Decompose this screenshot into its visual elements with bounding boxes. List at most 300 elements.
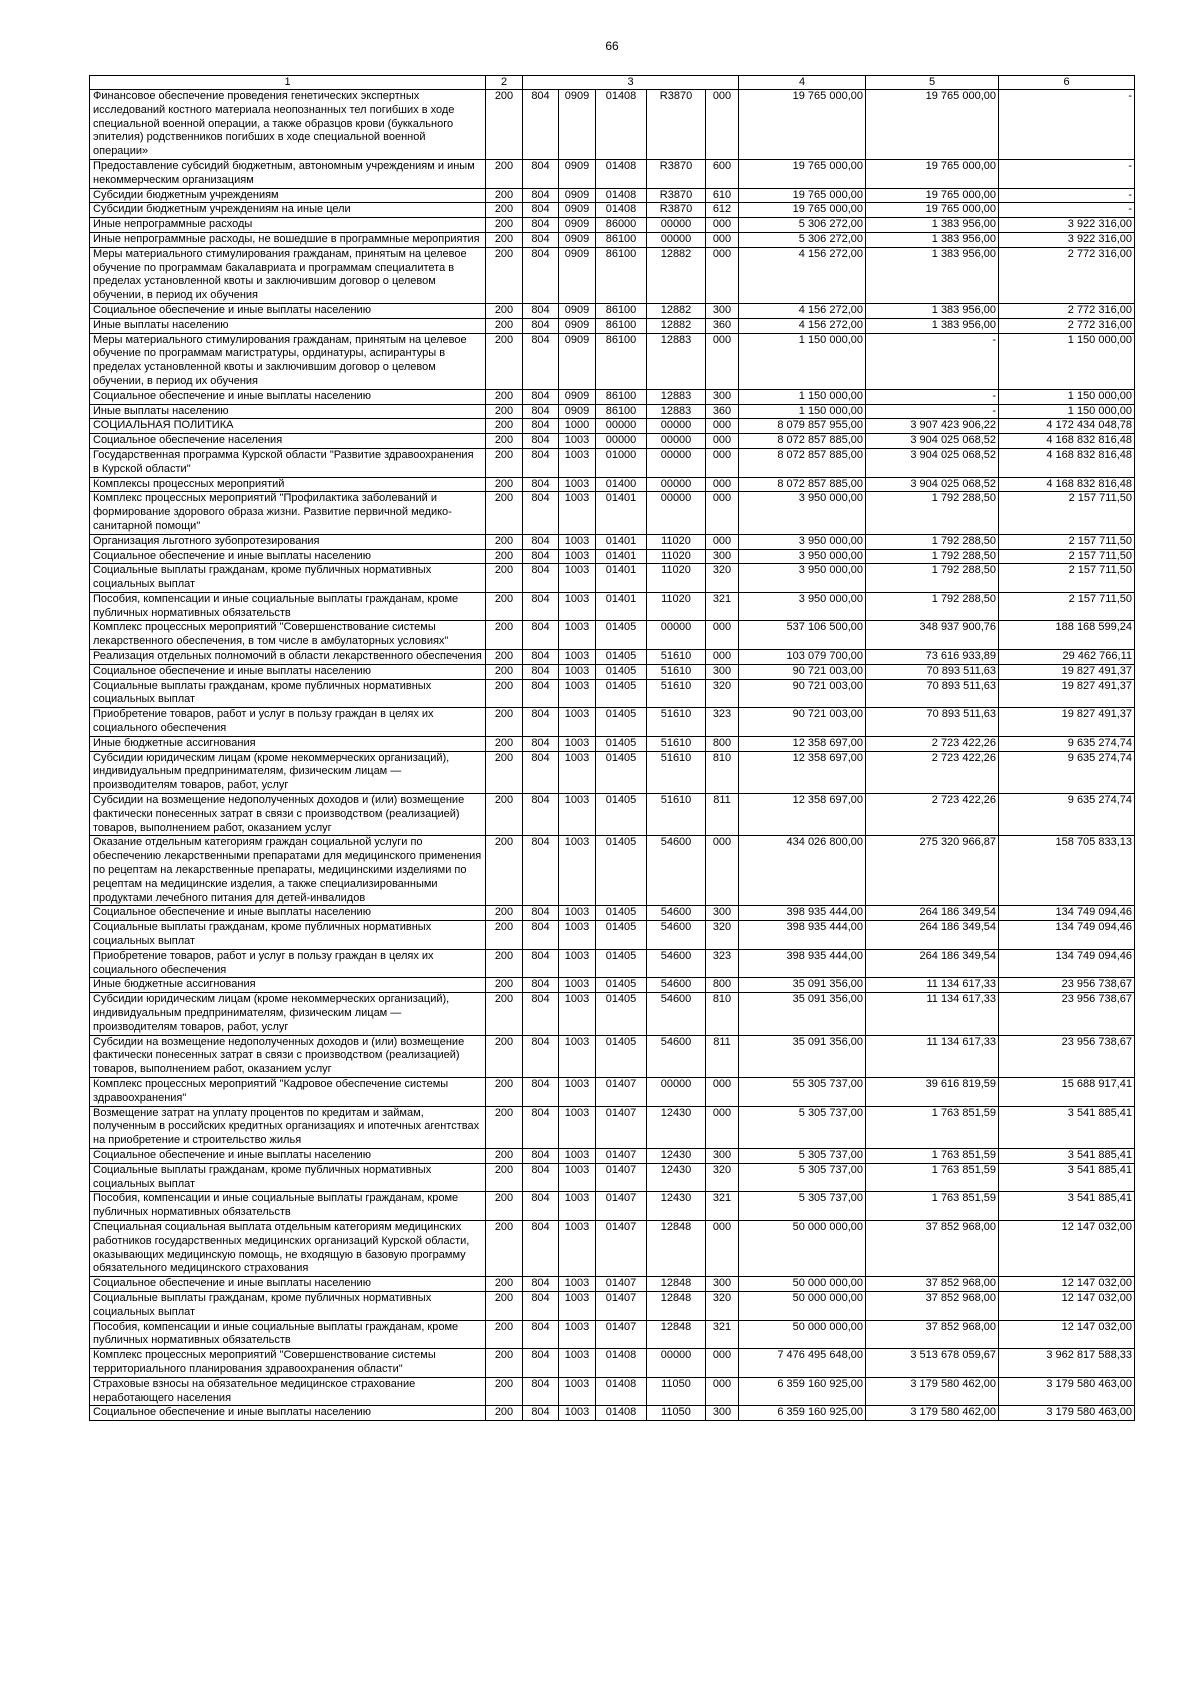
grbs-code: 200 [486, 247, 523, 303]
ministry-code: 804 [523, 434, 559, 449]
amount-total: 90 721 003,00 [739, 679, 866, 708]
amount-total: 19 765 000,00 [739, 90, 866, 160]
ministry-code: 804 [523, 203, 559, 218]
program-code: 01405 [596, 794, 647, 836]
amount-total: 12 358 697,00 [739, 794, 866, 836]
section-code: 1003 [559, 592, 596, 621]
row-name: Иные непрограммные расходы [90, 218, 486, 233]
amount-executed: 73 616 933,89 [866, 650, 999, 665]
ministry-code: 804 [523, 921, 559, 950]
grbs-code: 200 [486, 751, 523, 793]
amount-remaining: 3 541 885,41 [999, 1106, 1135, 1148]
amount-total: 8 072 857 885,00 [739, 477, 866, 492]
row-name: Комплекс процессных мероприятий "Совершенствование системы лекарственного обеспечения, в том числе в амбулаторных условиях" [90, 621, 486, 650]
program-code: 01407 [596, 1291, 647, 1320]
table-row [90, 1148, 1135, 1163]
row-name: Возмещение затрат на уплату процентов по кредитам и займам, полученным в российских кредитных организациях и ипотечных агентствах на приобретение и строительство жилья [90, 1106, 486, 1148]
table-row [90, 1377, 1135, 1406]
expense-type-code: 320 [706, 564, 739, 593]
section-code: 1003 [559, 736, 596, 751]
amount-executed: 2 723 422,26 [866, 751, 999, 793]
ministry-code: 804 [523, 90, 559, 160]
table-row [90, 736, 1135, 751]
ministry-code: 804 [523, 448, 559, 477]
target-code: 12883 [647, 333, 706, 389]
amount-total: 3 950 000,00 [739, 534, 866, 549]
section-code: 1003 [559, 1291, 596, 1320]
target-code: 00000 [647, 218, 706, 233]
program-code: 01405 [596, 708, 647, 737]
amount-total: 3 950 000,00 [739, 564, 866, 593]
row-name: Иные бюджетные ассигнования [90, 736, 486, 751]
amount-remaining: 3 179 580 463,00 [999, 1406, 1135, 1421]
ministry-code: 804 [523, 404, 559, 419]
amount-total: 398 935 444,00 [739, 921, 866, 950]
amount-executed: 19 765 000,00 [866, 159, 999, 188]
row-name: Организация льготного зубопротезирования [90, 534, 486, 549]
target-code: 54600 [647, 1035, 706, 1077]
program-code: 86100 [596, 318, 647, 333]
target-code: 51610 [647, 679, 706, 708]
ministry-code: 804 [523, 1291, 559, 1320]
amount-remaining: 2 772 316,00 [999, 318, 1135, 333]
section-code: 1003 [559, 1320, 596, 1349]
amount-remaining: 3 962 817 588,33 [999, 1349, 1135, 1378]
ministry-code: 804 [523, 318, 559, 333]
program-code: 86100 [596, 232, 647, 247]
amount-executed: 2 723 422,26 [866, 736, 999, 751]
grbs-code: 200 [486, 303, 523, 318]
section-code: 1000 [559, 419, 596, 434]
target-code: 54600 [647, 949, 706, 978]
amount-remaining: 9 635 274,74 [999, 794, 1135, 836]
amount-remaining: - [999, 203, 1135, 218]
program-code: 01405 [596, 921, 647, 950]
program-code: 01408 [596, 1349, 647, 1378]
expense-type-code: 300 [706, 303, 739, 318]
amount-total: 103 079 700,00 [739, 650, 866, 665]
table-row [90, 592, 1135, 621]
table-row [90, 1277, 1135, 1292]
expense-type-code: 610 [706, 188, 739, 203]
ministry-code: 804 [523, 949, 559, 978]
target-code: 12882 [647, 247, 706, 303]
amount-remaining: 3 541 885,41 [999, 1163, 1135, 1192]
amount-remaining: - [999, 159, 1135, 188]
amount-remaining: 4 168 832 816,48 [999, 477, 1135, 492]
table-row [90, 492, 1135, 534]
target-code: 11020 [647, 534, 706, 549]
row-name: Социальные выплаты гражданам, кроме публичных нормативных социальных выплат [90, 1291, 486, 1320]
program-code: 01407 [596, 1220, 647, 1276]
section-code: 0909 [559, 159, 596, 188]
amount-total: 3 950 000,00 [739, 549, 866, 564]
ministry-code: 804 [523, 1192, 559, 1221]
amount-total: 8 072 857 885,00 [739, 434, 866, 449]
table-row [90, 389, 1135, 404]
table-row [90, 404, 1135, 419]
amount-total: 50 000 000,00 [739, 1291, 866, 1320]
program-code: 01405 [596, 993, 647, 1035]
section-code: 0909 [559, 303, 596, 318]
target-code: 11050 [647, 1377, 706, 1406]
grbs-code: 200 [486, 1406, 523, 1421]
grbs-code: 200 [486, 1220, 523, 1276]
program-code: 01407 [596, 1148, 647, 1163]
amount-executed: 2 723 422,26 [866, 794, 999, 836]
ministry-code: 804 [523, 836, 559, 906]
program-code: 01400 [596, 477, 647, 492]
amount-total: 8 079 857 955,00 [739, 419, 866, 434]
expense-type-code: 600 [706, 159, 739, 188]
row-name: Пособия, компенсации и иные социальные выплаты гражданам, кроме публичных нормативных обязательств [90, 1192, 486, 1221]
amount-remaining: 19 827 491,37 [999, 679, 1135, 708]
amount-executed: 3 907 423 906,22 [866, 419, 999, 434]
program-code: 00000 [596, 419, 647, 434]
table-row [90, 664, 1135, 679]
table-row [90, 477, 1135, 492]
amount-remaining: 19 827 491,37 [999, 664, 1135, 679]
amount-executed: 264 186 349,54 [866, 921, 999, 950]
target-code: 00000 [647, 434, 706, 449]
target-code: 12848 [647, 1277, 706, 1292]
grbs-code: 200 [486, 218, 523, 233]
amount-remaining: 1 150 000,00 [999, 333, 1135, 389]
section-code: 0909 [559, 404, 596, 419]
target-code: 51610 [647, 664, 706, 679]
amount-total: 50 000 000,00 [739, 1220, 866, 1276]
row-name: Социальное обеспечение населения [90, 434, 486, 449]
budget-table [89, 75, 1135, 1421]
expense-type-code: 000 [706, 232, 739, 247]
grbs-code: 200 [486, 664, 523, 679]
ministry-code: 804 [523, 188, 559, 203]
amount-total: 50 000 000,00 [739, 1277, 866, 1292]
row-name: Пособия, компенсации и иные социальные выплаты гражданам, кроме публичных нормативных обязательств [90, 1320, 486, 1349]
expense-type-code: 000 [706, 333, 739, 389]
table-row [90, 448, 1135, 477]
section-code: 0909 [559, 188, 596, 203]
table-row [90, 564, 1135, 593]
grbs-code: 200 [486, 1377, 523, 1406]
program-code: 86100 [596, 389, 647, 404]
amount-executed: 275 320 966,87 [866, 836, 999, 906]
target-code: 11050 [647, 1406, 706, 1421]
row-name: Социальное обеспечение и иные выплаты населению [90, 1148, 486, 1163]
expense-type-code: 323 [706, 949, 739, 978]
ministry-code: 804 [523, 419, 559, 434]
section-code: 1003 [559, 664, 596, 679]
expense-type-code: 000 [706, 247, 739, 303]
amount-total: 398 935 444,00 [739, 949, 866, 978]
amount-total: 3 950 000,00 [739, 592, 866, 621]
row-name: Иные бюджетные ассигнования [90, 978, 486, 993]
row-name: Социальное обеспечение и иные выплаты населению [90, 549, 486, 564]
table-row [90, 708, 1135, 737]
program-code: 01405 [596, 836, 647, 906]
row-name: Социальное обеспечение и иные выплаты населению [90, 303, 486, 318]
row-name: Оказание отдельным категориям граждан социальной услуги по обеспечению лекарственными препаратами для медицинского применения по рецептам на лекарственные препараты, медицинскими изделиями по рецептам на медицинские изделия, а также специализированными продуктами лечебного питания для детей-инвалидов [90, 836, 486, 906]
target-code: 00000 [647, 1349, 706, 1378]
section-code: 1003 [559, 434, 596, 449]
row-name: Предоставление субсидий бюджетным, автономным учреждениям и иным некоммерческим организациям [90, 159, 486, 188]
row-name: Субсидии юридическим лицам (кроме некоммерческих организаций), индивидуальным предпринимателям, физическим лицам — производителям товаров, работ, услуг [90, 993, 486, 1035]
amount-executed: 11 134 617,33 [866, 1035, 999, 1077]
expense-type-code: 320 [706, 1291, 739, 1320]
target-code: 11020 [647, 549, 706, 564]
target-code: 54600 [647, 836, 706, 906]
amount-total: 5 305 737,00 [739, 1148, 866, 1163]
ministry-code: 804 [523, 218, 559, 233]
program-code: 01401 [596, 534, 647, 549]
table-row [90, 1349, 1135, 1378]
ministry-code: 804 [523, 650, 559, 665]
target-code: 12430 [647, 1163, 706, 1192]
ministry-code: 804 [523, 1077, 559, 1106]
program-code: 01401 [596, 549, 647, 564]
grbs-code: 200 [486, 836, 523, 906]
ministry-code: 804 [523, 664, 559, 679]
target-code: 00000 [647, 232, 706, 247]
grbs-code: 200 [486, 549, 523, 564]
table-row [90, 218, 1135, 233]
amount-total: 7 476 495 648,00 [739, 1349, 866, 1378]
expense-type-code: 300 [706, 1277, 739, 1292]
expense-type-code: 000 [706, 419, 739, 434]
row-name: Пособия, компенсации и иные социальные выплаты гражданам, кроме публичных нормативных обязательств [90, 592, 486, 621]
grbs-code: 200 [486, 404, 523, 419]
target-code: 54600 [647, 921, 706, 950]
amount-executed: 3 904 025 068,52 [866, 448, 999, 477]
amount-total: 5 305 737,00 [739, 1106, 866, 1148]
table-row [90, 333, 1135, 389]
expense-type-code: 800 [706, 736, 739, 751]
expense-type-code: 320 [706, 1163, 739, 1192]
target-code: R3870 [647, 90, 706, 160]
program-code: 01407 [596, 1320, 647, 1349]
amount-remaining: 2 157 711,50 [999, 592, 1135, 621]
grbs-code: 200 [486, 564, 523, 593]
amount-total: 90 721 003,00 [739, 664, 866, 679]
ministry-code: 804 [523, 534, 559, 549]
row-name: Субсидии на возмещение недополученных доходов и (или) возмещение фактически понесенных затрат в связи с производством (реализацией) товаров, выполнением работ, оказанием услуг [90, 794, 486, 836]
program-code: 01401 [596, 564, 647, 593]
amount-executed: 70 893 511,63 [866, 664, 999, 679]
amount-executed: 1 792 288,50 [866, 564, 999, 593]
grbs-code: 200 [486, 232, 523, 247]
expense-type-code: 300 [706, 664, 739, 679]
expense-type-code: 000 [706, 1220, 739, 1276]
grbs-code: 200 [486, 534, 523, 549]
amount-total: 1 150 000,00 [739, 404, 866, 419]
expense-type-code: 300 [706, 549, 739, 564]
section-code: 1003 [559, 978, 596, 993]
amount-total: 19 765 000,00 [739, 188, 866, 203]
table-row [90, 993, 1135, 1035]
row-name: Иные непрограммные расходы, не вошедшие в программные мероприятия [90, 232, 486, 247]
row-name: Иные выплаты населению [90, 318, 486, 333]
amount-remaining: 23 956 738,67 [999, 978, 1135, 993]
target-code: 12430 [647, 1148, 706, 1163]
table-row [90, 318, 1135, 333]
section-code: 1003 [559, 1192, 596, 1221]
expense-type-code: 000 [706, 1077, 739, 1106]
program-code: 86000 [596, 218, 647, 233]
amount-executed: 3 179 580 462,00 [866, 1377, 999, 1406]
ministry-code: 804 [523, 978, 559, 993]
program-code: 01407 [596, 1077, 647, 1106]
table-row [90, 90, 1135, 160]
ministry-code: 804 [523, 1035, 559, 1077]
amount-executed: 1 763 851,59 [866, 1163, 999, 1192]
grbs-code: 200 [486, 993, 523, 1035]
section-code: 1003 [559, 794, 596, 836]
amount-total: 35 091 356,00 [739, 978, 866, 993]
table-row [90, 534, 1135, 549]
target-code: 51610 [647, 794, 706, 836]
row-name: Комплекс процессных мероприятий "Совершенствование системы территориального планирования здравоохранения области" [90, 1349, 486, 1378]
target-code: 00000 [647, 492, 706, 534]
grbs-code: 200 [486, 159, 523, 188]
row-name: Комплекс процессных мероприятий "Кадровое обеспечение системы здравоохранения" [90, 1077, 486, 1106]
section-code: 1003 [559, 492, 596, 534]
target-code: 51610 [647, 751, 706, 793]
target-code: 12848 [647, 1320, 706, 1349]
table-row [90, 232, 1135, 247]
grbs-code: 200 [486, 794, 523, 836]
target-code: 12882 [647, 318, 706, 333]
section-code: 0909 [559, 203, 596, 218]
table-row [90, 1035, 1135, 1077]
target-code: R3870 [647, 159, 706, 188]
target-code: 00000 [647, 477, 706, 492]
program-code: 01405 [596, 978, 647, 993]
target-code: 12848 [647, 1220, 706, 1276]
expense-type-code: 000 [706, 434, 739, 449]
amount-total: 90 721 003,00 [739, 708, 866, 737]
expense-type-code: 000 [706, 650, 739, 665]
amount-total: 5 306 272,00 [739, 218, 866, 233]
table-row [90, 247, 1135, 303]
amount-executed: 348 937 900,76 [866, 621, 999, 650]
program-code: 01405 [596, 949, 647, 978]
amount-executed: 70 893 511,63 [866, 708, 999, 737]
row-name: Социальное обеспечение и иные выплаты населению [90, 389, 486, 404]
expense-type-code: 000 [706, 836, 739, 906]
table-row [90, 906, 1135, 921]
amount-remaining: 23 956 738,67 [999, 1035, 1135, 1077]
program-code: 01405 [596, 621, 647, 650]
grbs-code: 200 [486, 592, 523, 621]
section-code: 1003 [559, 534, 596, 549]
target-code: 54600 [647, 993, 706, 1035]
amount-executed: 19 765 000,00 [866, 188, 999, 203]
expense-type-code: 000 [706, 218, 739, 233]
section-code: 1003 [559, 1349, 596, 1378]
amount-total: 55 305 737,00 [739, 1077, 866, 1106]
grbs-code: 200 [486, 949, 523, 978]
amount-remaining: 134 749 094,46 [999, 906, 1135, 921]
ministry-code: 804 [523, 303, 559, 318]
program-code: 01401 [596, 592, 647, 621]
program-code: 01407 [596, 1192, 647, 1221]
target-code: 00000 [647, 448, 706, 477]
amount-remaining: 12 147 032,00 [999, 1220, 1135, 1276]
ministry-code: 804 [523, 906, 559, 921]
target-code: 00000 [647, 1077, 706, 1106]
section-code: 0909 [559, 218, 596, 233]
amount-remaining: 23 956 738,67 [999, 993, 1135, 1035]
amount-total: 434 026 800,00 [739, 836, 866, 906]
program-code: 01405 [596, 736, 647, 751]
section-code: 1003 [559, 708, 596, 737]
amount-executed: 37 852 968,00 [866, 1291, 999, 1320]
section-code: 1003 [559, 993, 596, 1035]
amount-total: 35 091 356,00 [739, 1035, 866, 1077]
expense-type-code: 000 [706, 621, 739, 650]
amount-executed: 1 792 288,50 [866, 592, 999, 621]
target-code: 12883 [647, 389, 706, 404]
amount-total: 6 359 160 925,00 [739, 1377, 866, 1406]
amount-executed: - [866, 389, 999, 404]
grbs-code: 200 [486, 906, 523, 921]
amount-remaining: 188 168 599,24 [999, 621, 1135, 650]
section-code: 1003 [559, 1163, 596, 1192]
section-code: 1003 [559, 949, 596, 978]
amount-total: 5 305 737,00 [739, 1192, 866, 1221]
program-code: 01408 [596, 188, 647, 203]
table-row [90, 621, 1135, 650]
amount-remaining: 12 147 032,00 [999, 1320, 1135, 1349]
amount-total: 50 000 000,00 [739, 1320, 866, 1349]
program-code: 86100 [596, 333, 647, 389]
amount-total: 5 306 272,00 [739, 232, 866, 247]
amount-remaining: 134 749 094,46 [999, 949, 1135, 978]
expense-type-code: 360 [706, 404, 739, 419]
ministry-code: 804 [523, 621, 559, 650]
table-row [90, 1163, 1135, 1192]
row-name: Социальные выплаты гражданам, кроме публичных нормативных социальных выплат [90, 564, 486, 593]
program-code: 01000 [596, 448, 647, 477]
section-code: 0909 [559, 90, 596, 160]
expense-type-code: 321 [706, 1192, 739, 1221]
amount-executed: 1 792 288,50 [866, 492, 999, 534]
ministry-code: 804 [523, 1377, 559, 1406]
amount-total: 4 156 272,00 [739, 318, 866, 333]
section-code: 1003 [559, 477, 596, 492]
section-code: 1003 [559, 564, 596, 593]
target-code: 00000 [647, 419, 706, 434]
amount-executed: 1 383 956,00 [866, 318, 999, 333]
expense-type-code: 321 [706, 1320, 739, 1349]
amount-total: 537 106 500,00 [739, 621, 866, 650]
row-name: СОЦИАЛЬНАЯ ПОЛИТИКА [90, 419, 486, 434]
grbs-code: 200 [486, 188, 523, 203]
expense-type-code: 320 [706, 679, 739, 708]
amount-remaining: - [999, 90, 1135, 160]
amount-executed: 11 134 617,33 [866, 993, 999, 1035]
row-name: Субсидии бюджетным учреждениям [90, 188, 486, 203]
amount-executed: 1 763 851,59 [866, 1106, 999, 1148]
grbs-code: 200 [486, 448, 523, 477]
amount-remaining: 2 772 316,00 [999, 303, 1135, 318]
program-code: 86100 [596, 404, 647, 419]
ministry-code: 804 [523, 1163, 559, 1192]
section-code: 1003 [559, 1148, 596, 1163]
section-code: 1003 [559, 1377, 596, 1406]
grbs-code: 200 [486, 1163, 523, 1192]
table-row [90, 303, 1135, 318]
